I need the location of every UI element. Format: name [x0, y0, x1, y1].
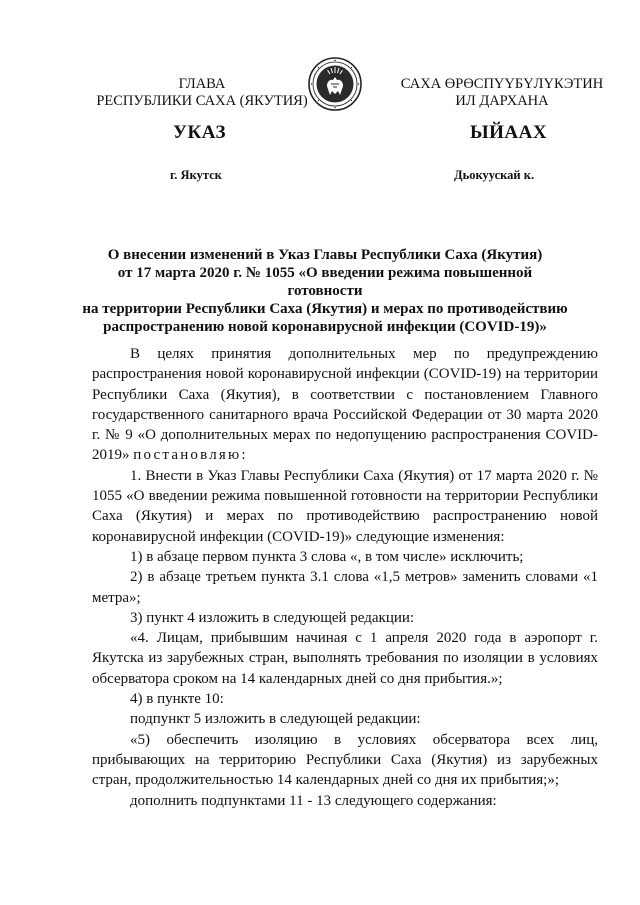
- issuer-sakha-line2: ИЛ ДАРХАНА: [455, 93, 549, 109]
- paragraph-change-3: 3) пункт 4 изложить в следующей редакции:: [130, 609, 415, 626]
- paragraph-point-4: «4. Лицам, прибывшим начиная с 1 апреля 2020 года в аэропорт г. Якутска из зарубежных стран, выполнять требования по изоляции в условиях обсерватора сроком на 14 календарных дней со дня прибытия.»;: [92, 630, 598, 687]
- doc-type-sakha: ЫЙААХ: [470, 122, 548, 143]
- issuer-ru: [82, 76, 322, 110]
- decree-word: постановляю:: [133, 447, 248, 464]
- issuer-sakha-line1: САХА ӨРӨСПҮҮБҮЛҮКЭТИН: [400, 76, 604, 92]
- issuer-ru-line1: ГЛАВА: [178, 76, 226, 92]
- doc-type-ru: УКАЗ: [173, 122, 226, 143]
- issuer-ru-line2: РЕСПУБЛИКИ САХА (ЯКУТИЯ): [96, 93, 308, 109]
- title-line-1: О внесении изменений в Указ Главы Республики Саха (Якутия): [107, 247, 543, 263]
- city-ru: г. Якутск: [170, 168, 222, 182]
- paragraph-preamble: [92, 344, 598, 466]
- coat-of-arms-icon: [307, 56, 363, 112]
- title-line-2: от 17 марта 2020 г. № 1055 «О введении режима повышенной готовности: [117, 265, 533, 299]
- document-body: [92, 344, 598, 811]
- issuer-sakha: [392, 76, 612, 110]
- city-sakha: Дьокуускай к.: [454, 168, 535, 182]
- paragraph-change-2: 2) в абзаце третьем пункта 3.1 слова «1,5 метров» заменить словами «1 метра»;: [92, 569, 598, 606]
- preamble-text: В целях принятия дополнительных мер по предупреждению распространения новой коронавирусной инфекции (COVID-19) на территории Республики Саха (Якутия), в соответствии с постановлением Главного государственного санитарного врача Российской Федерации от 30 марта 2020 г. № 9 «О дополнительных мерах по недопущению распространения COVID-2019»: [92, 346, 598, 464]
- paragraph-subpoints-11-13: дополнить подпунктами 11 - 13 следующего содержания:: [130, 792, 497, 809]
- paragraph-subpoint-5: «5) обеспечить изоляцию в условиях обсерватора всех лиц, прибывающих на территорию Республики Саха (Якутия) из зарубежных стран, продолжительностью 14 календарных дней со дня их прибытия;»;: [92, 731, 598, 789]
- paragraph-item-1: 1. Внести в Указ Главы Республики Саха (Якутия) от 17 марта 2020 г. № 1055 «О введении режима повышенной готовности на территории Республики Саха (Якутия) и мерах по противодействию распространению новой коронавирусной инфекции (COVID-19)» следующие изменения:: [92, 467, 598, 545]
- document-title: [82, 246, 568, 336]
- title-line-3: на территории Республики Саха (Якутия) и мерах по противодействию: [82, 301, 568, 317]
- paragraph-subpoint-5-intro: подпункт 5 изложить в следующей редакции:: [130, 711, 421, 728]
- title-line-4: распространению новой коронавирусной инфекции (COVID-19)»: [103, 319, 547, 335]
- paragraph-change-4: 4) в пункте 10:: [130, 691, 224, 708]
- paragraph-change-1: 1) в абзаце первом пункта 3 слова «, в том числе» исключить;: [130, 548, 524, 565]
